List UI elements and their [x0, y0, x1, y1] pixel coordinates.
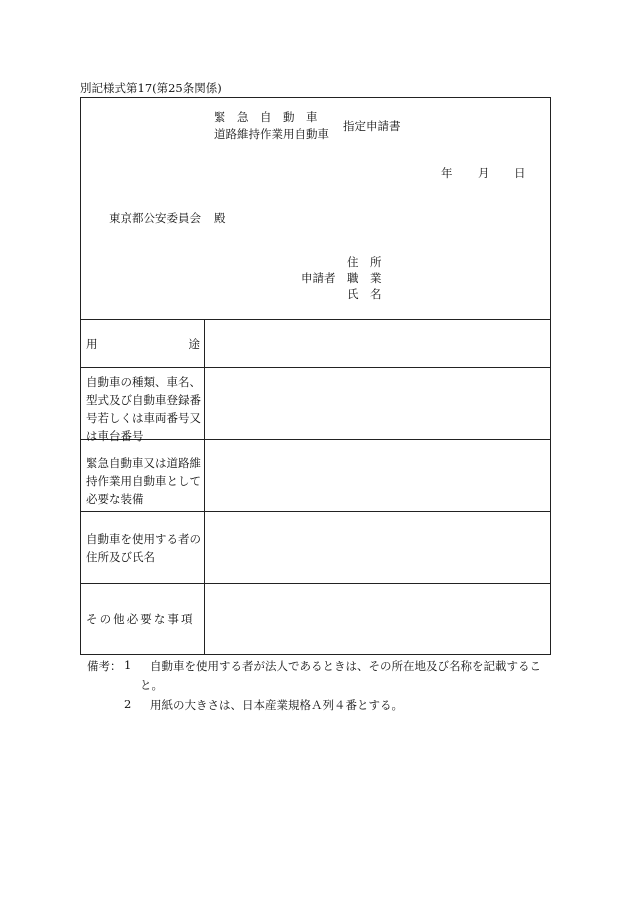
applicant-field-address: 住 所 [347, 255, 382, 269]
notes-heading: 備考： [87, 659, 122, 673]
application-form [80, 97, 551, 655]
applicant-field-occupation: 職 業 [347, 271, 382, 285]
row-label-usage-part-2: 途 [188, 337, 200, 351]
title-suffix: 指定申請書 [343, 119, 401, 133]
date-month: 月 [478, 166, 490, 180]
title-line-1: 緊 急 自 動 車 [214, 110, 318, 124]
note-1-text: 自動車を使用する者が法人であるときは、その所在地及び名称を記載するこ [150, 659, 541, 673]
date-day: 日 [514, 166, 526, 180]
note-1-num: 1 [124, 658, 132, 672]
addressee-honorific: 殿 [214, 211, 226, 225]
row-label-other: その他必要な事項 [86, 612, 195, 626]
row-label-equipment: 緊急自動車又は道路維持作業用自動車として必要な装備 [86, 456, 201, 506]
row-label-vehicle-info: 自動車の種類、車名、型式及び自動車登録番号若しくは車両番号又は車台番号 [86, 375, 201, 443]
applicant-field-name: 氏 名 [347, 287, 382, 301]
date-year: 年 [441, 166, 453, 180]
note-1-continuation: と。 [140, 678, 163, 692]
row-label-usage-part-1: 用 [86, 337, 98, 351]
title-line-2: 道路維持作業用自動車 [214, 127, 329, 141]
row-label-usage [86, 336, 200, 352]
applicant-label: 申請者 [301, 271, 336, 285]
note-2-num: 2 [124, 697, 132, 711]
addressee-name: 東京都公安委員会 [109, 211, 201, 225]
note-2-text: 用紙の大きさは、日本産業規格Ａ列４番とする。 [150, 698, 403, 712]
row-label-user: 自動車を使用する者の住所及び氏名 [86, 532, 201, 564]
form-caption: 別記様式第17(第25条関係) [80, 81, 222, 95]
